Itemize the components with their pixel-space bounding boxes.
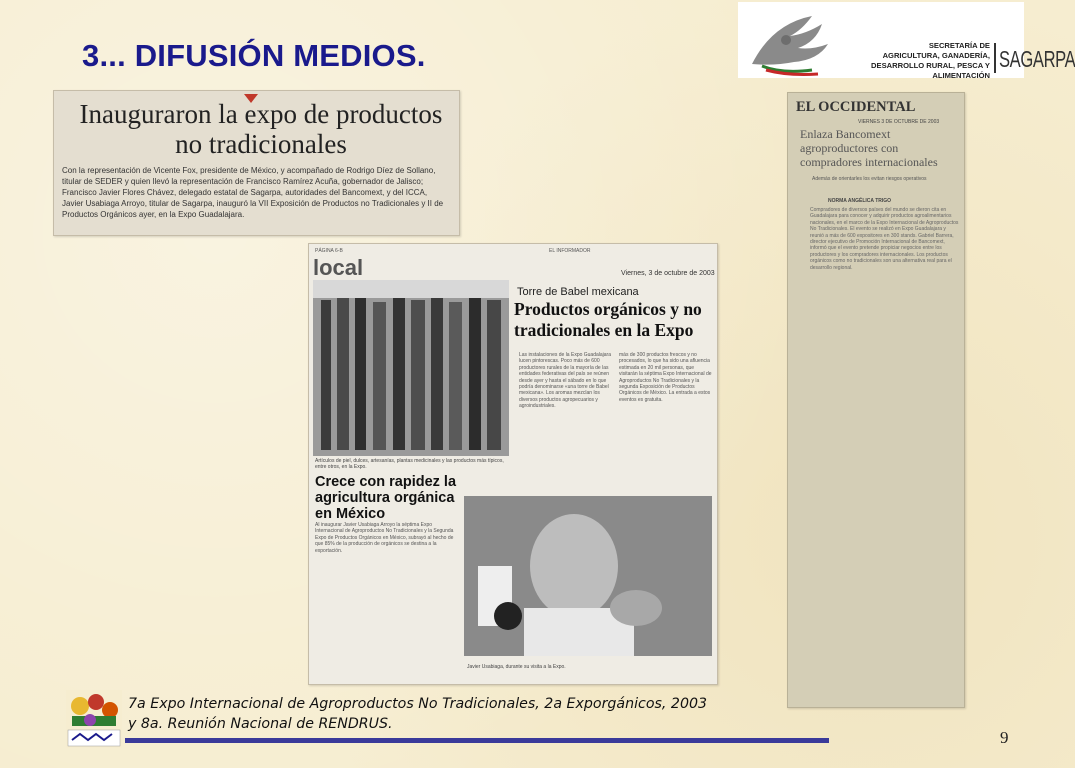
belts-illustration — [313, 280, 509, 456]
clipping-date: VIERNES 3 DE OCTUBRE DE 2003 — [858, 119, 940, 125]
secretaria-text — [838, 41, 990, 81]
clipping-body: Compradores de diversos países del mundo se dieron cita en Guadalajara para conocer y adquirir productos agroalimentarios nacionales, en el marco de la Expo Internacional de Agroproductos No Tradicionales. El evento se realizó en Expo Guadalajara y reunió a más de 600 expositores en 300 stands. Gabriel Barrera, director ejecutivo de Promoción Internacional de Bancomext, informó que el evento pretende propiciar negocios entre los productores y los compradores internacionales. Los productos orgánicos como no tradicionales son una alternativa real para el desarrollo regional. — [810, 207, 959, 271]
photo-caption: Javier Usabiaga, durante su visita a la Expo. — [467, 664, 566, 670]
leather-belts-photo — [313, 280, 509, 456]
clipping-inauguraron — [53, 90, 460, 236]
logo-line-2: AGRICULTURA, GANADERÍA, — [882, 51, 990, 60]
clipping-subheadline: Crece con rapidez la agricultura orgánica en México — [315, 474, 457, 522]
logo-line-1: SECRETARÍA DE — [928, 41, 990, 50]
sagarpa-wordmark: SAGARPA — [999, 46, 1075, 72]
newspaper-masthead: EL OCCIDENTAL — [796, 99, 916, 115]
logo-line-3: DESARROLLO RURAL, PESCA Y ALIMENTACIÓN — [871, 61, 990, 80]
logo-divider — [994, 43, 996, 73]
clipping-headline: Inauguraron la expo de productos no tradicionales — [79, 99, 443, 159]
de-mexico-al-mundo-logo-icon — [66, 690, 122, 748]
slide-title: 3... DIFUSIÓN MEDIOS. — [82, 38, 426, 73]
caption-line-2: y 8a. Reunión Nacional de RENDRUS. — [128, 716, 393, 732]
clipping-headline: Enlaza Bancomext agroproductores con compradores internacionales — [800, 127, 938, 169]
clipping-el-informador — [308, 243, 718, 685]
page-label: PÁGINA 6-B — [315, 248, 343, 254]
clipping-headline: Productos orgánicos y no tradicionales en la Expo — [514, 299, 702, 340]
clipping-date: Viernes, 3 de octubre de 2003 — [621, 270, 715, 277]
page-number: 9 — [1000, 728, 1009, 747]
clipping-author: NORMA ANGÉLICA TRIGO — [828, 198, 892, 204]
clipping-column: Al inaugurar Javier Usabiaga Arroyo la séptima Expo Internacional de Agroproductos No Tradicionales y la Segunda Expo de Productos Orgánicos en México, subrayó al hecho de que 85% de la producción de orgánicos se destina a la exportación. — [315, 522, 454, 554]
newspaper-name: EL INFORMADOR — [549, 248, 591, 254]
clipping-column: más de 300 productos frescos y no procesados, lo que ha sido una afluencia estimada en 20 mil personas, que visitarán la séptima Expo Internacional de Agroproductos No Tradicionales y la segunda Exposición de Productos Orgánicos de México. La entrada a estos eventos es gratuita. — [619, 352, 712, 403]
clipping-column: Las instalaciones de la Expo Guadalajara lucen pintorescas. Poco más de 600 productores rurales de la mayoría de las entidades federativas del país se reúnen desde ayer y hasta el sábado en lo que podría denominarse «una torre de Babel mexicana». Los aromas mezclan los diversos productos agropecuarios y agroindustriales. — [519, 352, 612, 410]
clipping-subheadline: Además de orientarles los evitan riesgos operativos — [812, 176, 927, 182]
slide-caption — [128, 694, 808, 734]
caption-underline — [125, 738, 829, 743]
mexican-eagle-emblem-icon — [742, 4, 842, 76]
clipping-el-occidental — [787, 92, 965, 708]
clipping-kicker: Torre de Babel mexicana — [517, 286, 639, 298]
clipping-body: Con la representación de Vicente Fox, presidente de México, y acompañado de Rodrigo Díez de Sollano, titular de SEDER y quien llevó la representación de Francisco Ramírez Acuña, gobernador de Jalisco; Francisco Javier Flores Chávez, delegado estatal de Sagarpa, autoridades del Bancomext, y del ICCA, Javier Usabiaga Arroyo, titular de Sagarpa, inauguró la VII Exposición de Productos no Tradicionales y II de Productos Orgánicos ayer, en la Expo Guadalajara. — [62, 166, 444, 219]
speaker-illustration — [464, 496, 712, 656]
photo-caption: Artículos de piel, dulces, artesanías, plantas medicinales y las productos más típicos, entre otros, en la Expo. — [315, 458, 504, 470]
caption-line-1: 7a Expo Internacional de Agroproductos No Tradicionales, 2a Exporgánicos, 2003 — [128, 696, 708, 712]
speaker-photo — [464, 496, 712, 656]
sagarpa-logo — [738, 2, 1075, 80]
section-label: local — [313, 255, 364, 280]
